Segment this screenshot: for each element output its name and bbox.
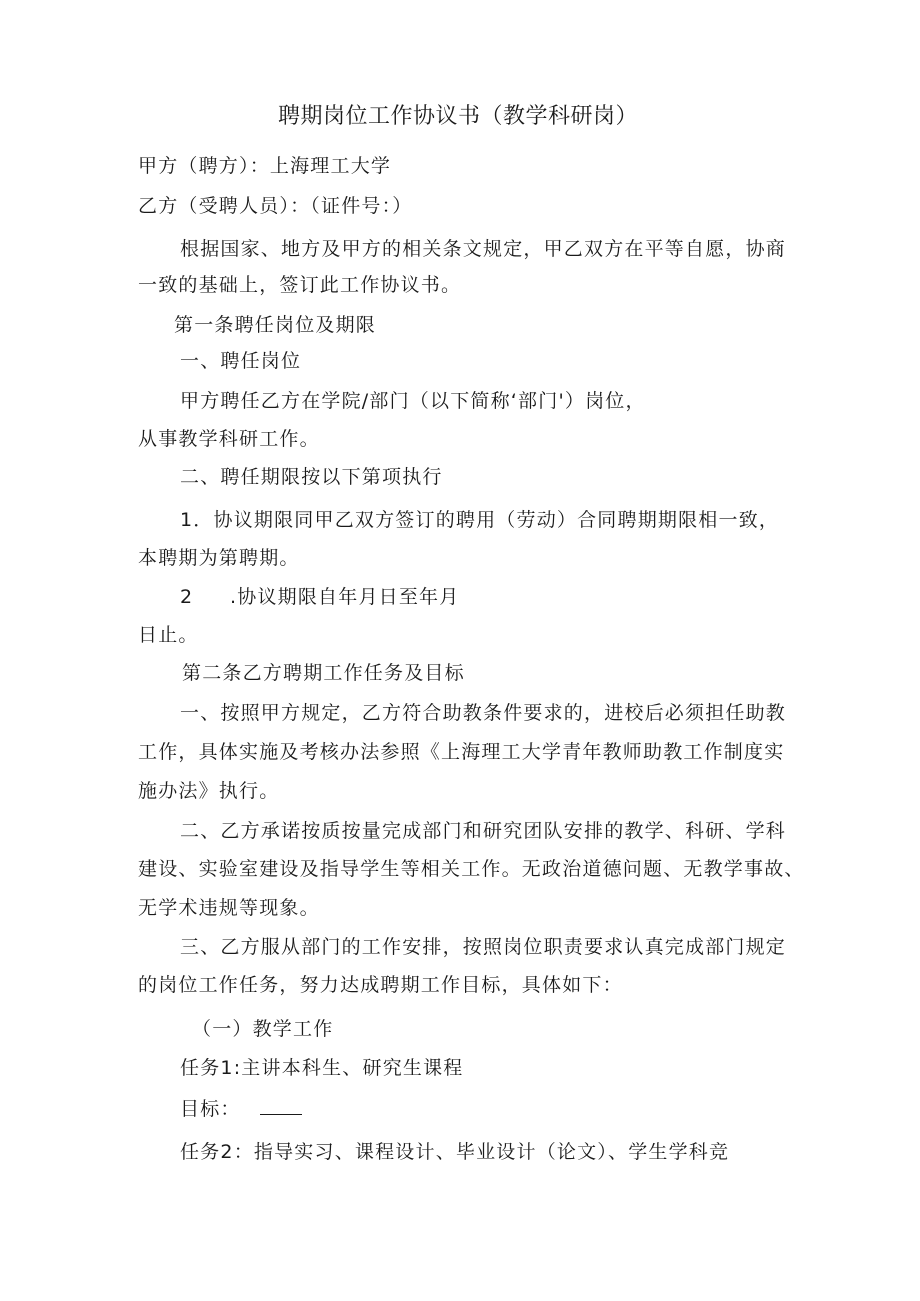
article-2-para-2-line-3: 无学术违规等现象。	[138, 897, 320, 919]
task-2-line: 任务2：指导实习、课程设计、毕业设计（论文）、学生学科竞	[180, 1141, 730, 1163]
article-2-para-2-line-2: 建设、实验室建设及指导学生等相关工作。无政治道德问题、无教学事故、	[138, 858, 805, 880]
article-1-section-2-heading: 二、聘任期限按以下第项执行	[180, 466, 443, 488]
article-2-para-2-line-1: 二、乙方承诺按质按量完成部门和研究团队安排的教学、科研、学科	[180, 820, 787, 842]
party-b-line: 乙方（受聘人员）：（证件号：）	[138, 195, 413, 217]
article-1-item-1-line-2: 本聘期为第聘期。	[138, 547, 300, 569]
goal-line	[180, 1096, 302, 1122]
article-1-heading: 第一条聘任岗位及期限	[174, 314, 377, 336]
article-2-para-1-line-1: 一、按照甲方规定，乙方符合助教条件要求的，进校后必须担任助教	[180, 702, 787, 724]
teaching-work-heading: （一）教学工作	[192, 1018, 334, 1040]
article-1-item-2-text: .协议期限自年月日至年月	[230, 586, 460, 608]
document-title: 聘期岗位工作协议书（教学科研岗）	[278, 104, 639, 129]
article-1-section-1-line-1: 甲方聘任乙方在学院/部门（以下简称‘部门'）岗位，	[180, 390, 646, 412]
article-1-section-1-heading: 一、聘任岗位	[180, 350, 302, 372]
article-2-para-1-line-2: 工作，具体实施及考核办法参照《上海理工大学青年教师助教工作制度实	[138, 741, 785, 763]
goal-blank	[260, 1096, 302, 1115]
article-2-para-3-line-2: 的岗位工作任务，努力达成聘期工作目标，具体如下：	[138, 974, 623, 996]
intro-line-2: 一致的基础上，签订此工作协议书。	[138, 274, 462, 296]
intro-line-1: 根据国家、地方及甲方的相关条文规定，甲乙双方在平等自愿，协商	[180, 238, 787, 260]
goal-label: 目标：	[180, 1098, 241, 1120]
article-2-para-3-line-1: 三、乙方服从部门的工作安排，按照岗位职责要求认真完成部门规定	[180, 936, 787, 958]
task-1-line: 任务1:主讲本科生、研究生课程	[180, 1057, 464, 1079]
article-2-para-1-line-3: 施办法》执行。	[138, 780, 280, 802]
article-1-item-2-number: 2	[180, 586, 194, 608]
article-1-item-2-end: 日止。	[138, 624, 199, 646]
article-2-heading: 第二条乙方聘期工作任务及目标	[182, 662, 465, 684]
article-1-item-1-line-1: 1．协议期限同甲乙双方签订的聘用（劳动）合同聘期期限相一致，	[180, 509, 780, 531]
article-1-section-1-line-2: 从事教学科研工作。	[138, 428, 320, 450]
party-a-line: 甲方（聘方）：上海理工大学	[138, 155, 392, 177]
